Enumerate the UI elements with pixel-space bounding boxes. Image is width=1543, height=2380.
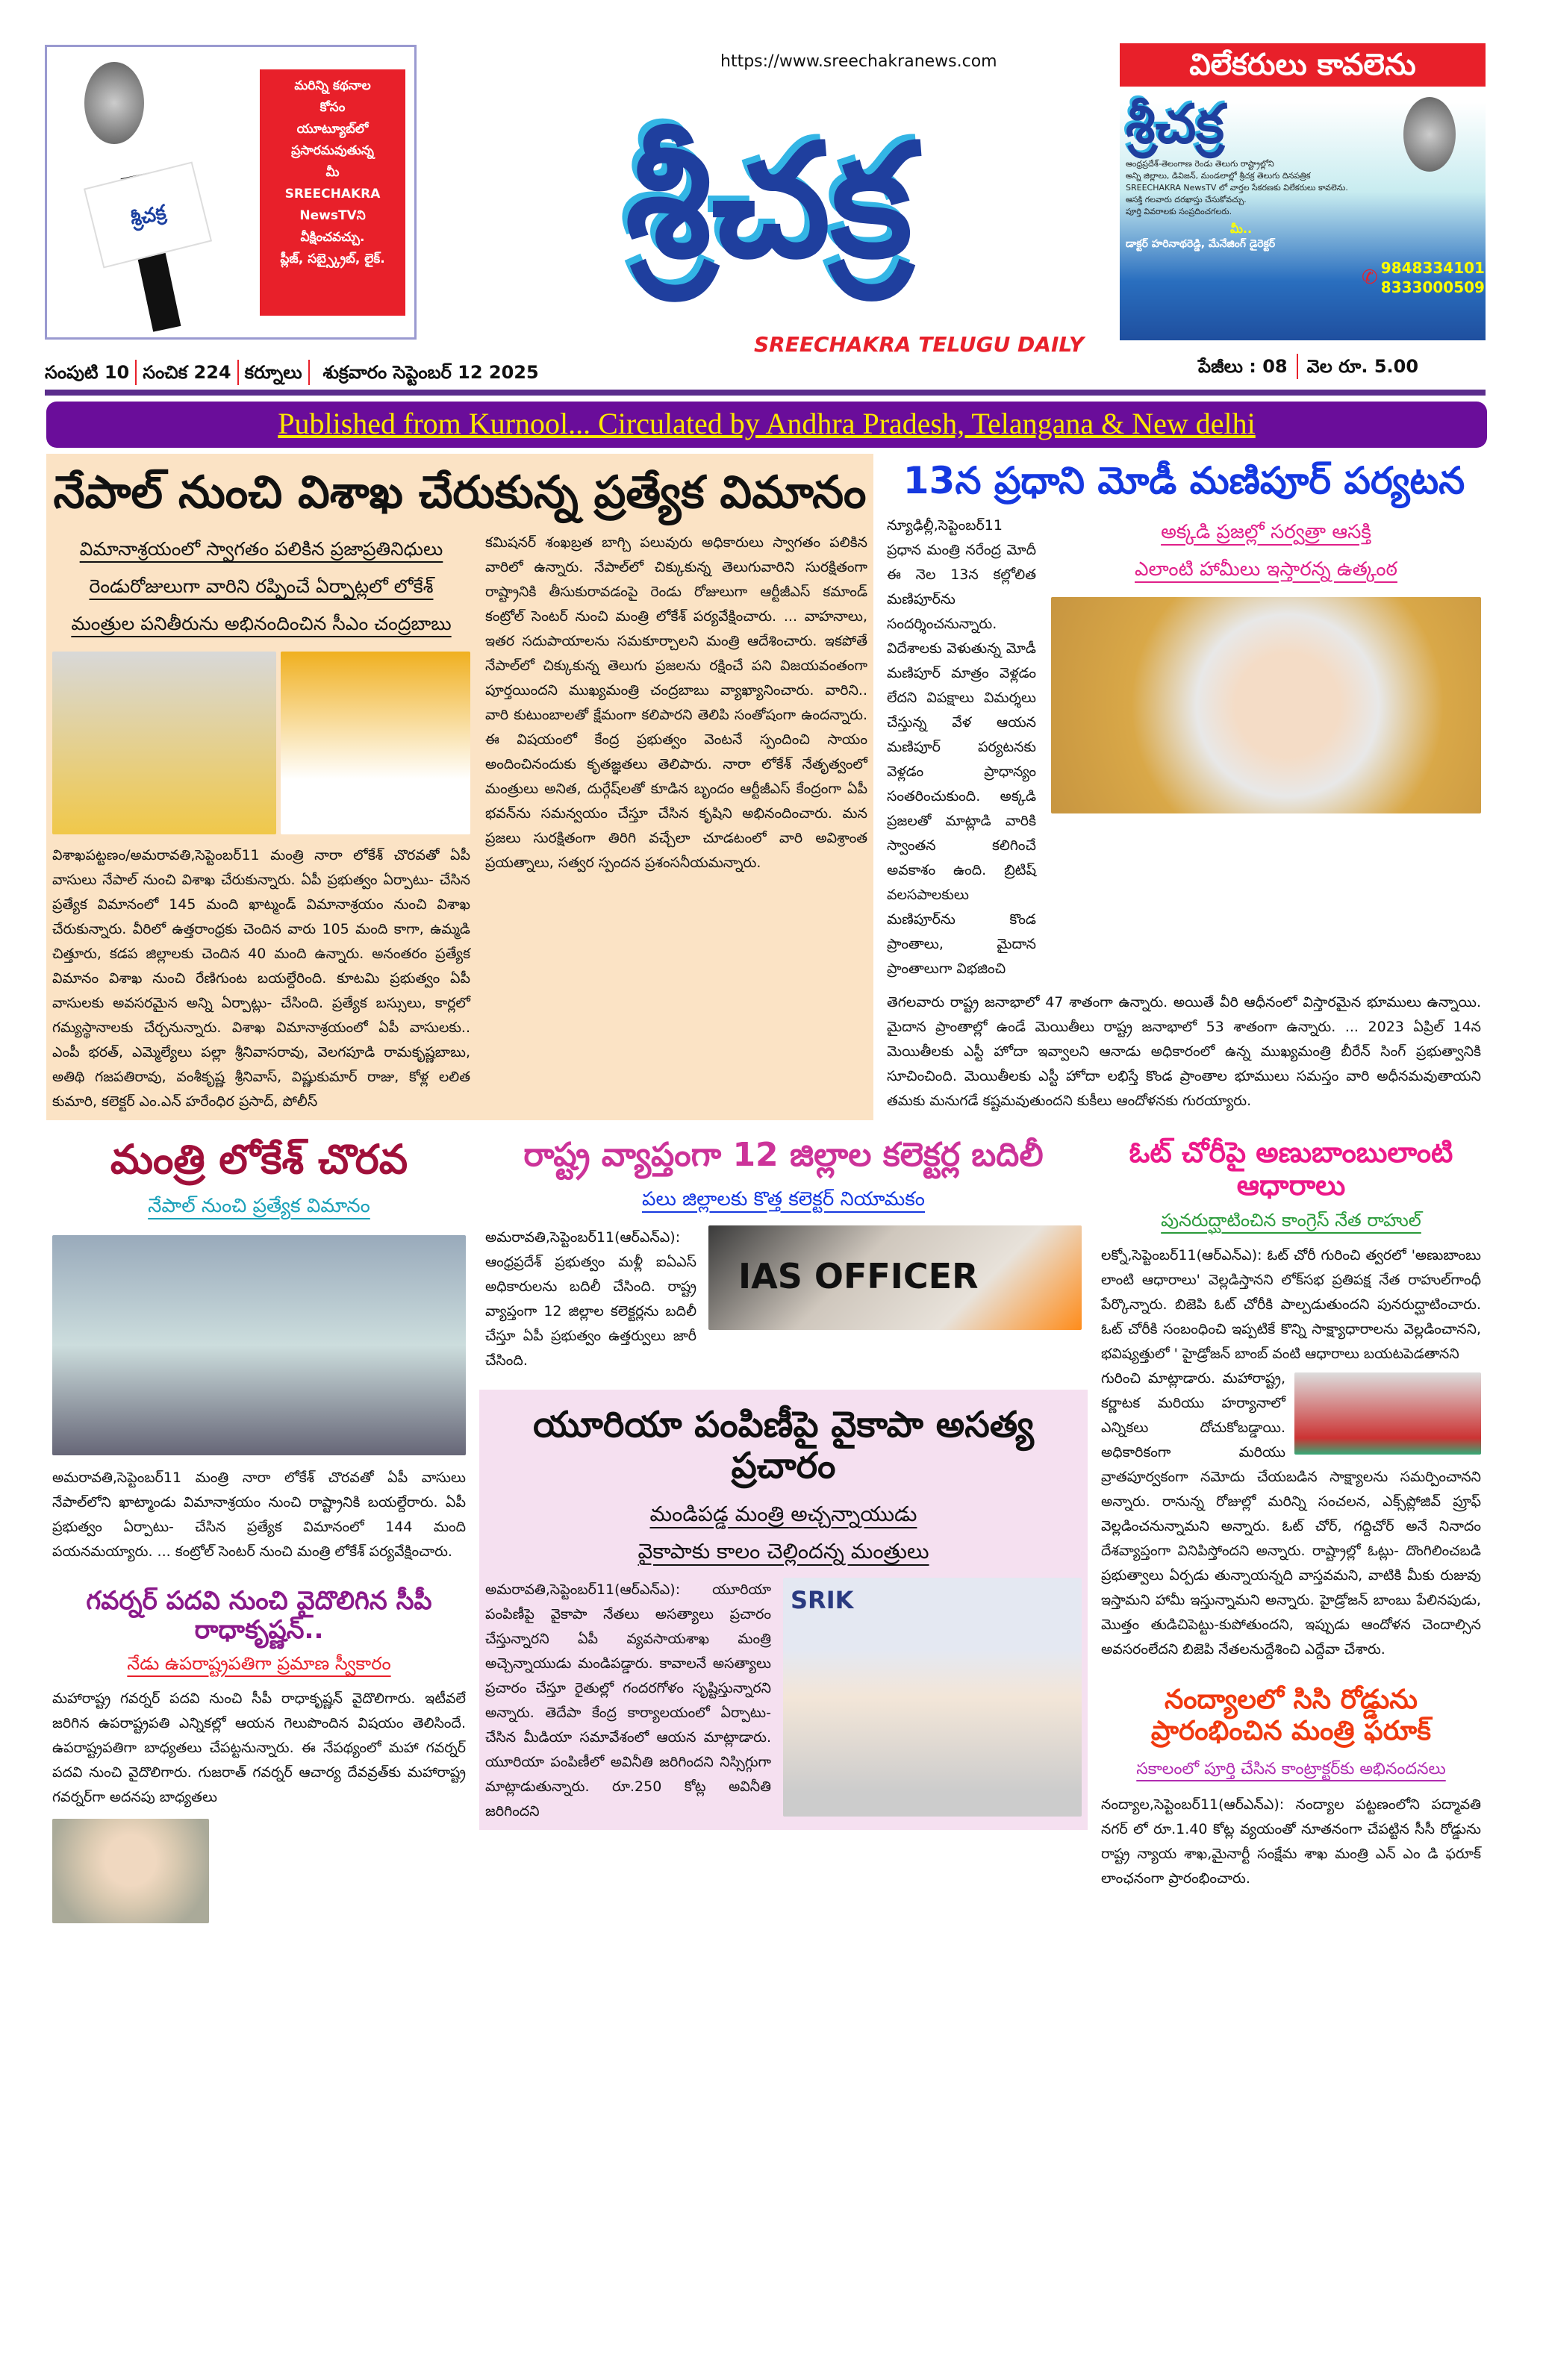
ad-line: SREECHAKRA NewsTV లో వార్తల సేకరణకు విలేకరులు కావలెను. [1126,183,1348,193]
page-info [1198,354,1418,379]
governor-story [46,1581,472,1929]
urea-subhead: మండిపడ్డ మంత్రి అచ్చన్నాయుడు [649,1501,917,1526]
ad-phone[interactable]: 8333000509 [1380,278,1485,296]
nandyal-story [1095,1678,1487,1897]
volume: సంపుటి 10 [45,362,130,383]
ad-line: మరిన్ని కథనాల [294,78,371,93]
governor-body: మహారాష్ట్ర గవర్నర్ పదవి నుంచి సీపీ రాధాకృష్ణన్ వైదొలిగారు. ఇటీవలే జరిగిన ఉపరాష్ట్రపతి ఎన్నికల్లో ఆయన గెలుపొందిన విషయం తెలిసిందే. ఉపరాష్ట్రపతిగా బాధ్యతలు చేపట్టనున్నారు. ఈ నేపథ్యంలో మహా గవర్నర్ పదవి నుంచి వైదొలిగారు. గుజరాత్ గవర్నర్ ఆచార్య దేవవ్రత్‌కు మహారాష్ట్ర గవర్నర్‌గా అదనపు బాధ్యతలు [52,1690,466,1806]
nandyal-headline: నంద్యాలలో సిసి రోడ్డును ప్రారంభించిన మంత్రి ఫరూక్ [1150,1684,1432,1746]
main-subhead: విమానాశ్రయంలో స్వాగతం పలికిన ప్రజాప్రతినిధులు [79,538,443,560]
vote-headline: ఓట్ చోరీపై అణుబాంబులాంటి ఆధారాలు [1129,1136,1453,1202]
right-ad[interactable] [1120,43,1486,340]
chandrababu-photo [52,652,276,834]
radhakrishnan-photo [52,1819,209,1923]
mic-flag: శ్రీచక్ర [84,161,212,268]
price: వెల రూ. 5.00 [1306,356,1419,377]
ad-contact-prefix: మీ.. [1230,222,1253,236]
vote-body-continued: గురించి మాట్లాడారు. మహారాష్ట్ర, కర్ణాటక మరియు హర్యానాలో ఎన్నికలు దోచుకోబడ్డాయి. అధికారికంగా మరియు వ్రాతపూర్వకంగా నమోదు చేయబడిన సాక్ష్యాలను సమర్పించానని అన్నారు. రానున్న రోజుల్లో మరిన్ని సంచలన, ఎక్స్‌ప్లోజివ్ ప్రూఫ్ వెల్లడించనున్నామని అన్నారు. ఓట్ చోర్, గద్దిచోర్ అనే నినాదం దేశవ్యాప్తంగా వినిపిస్తోందని అన్నారు. రాష్ట్రాల్లో ఓట్లు- దొంగిలించబడి ప్రభుత్వాలు ఏర్పడు తున్నాయన్నది వాస్తవమని, వాటికి మీకు రుజువు ఇస్తామని హామీ ఇస్తున్నామని అన్నారు. హైడ్రోజన్ బాంబు పేలినపుడు, మొత్తం తుడిచిపెట్టు-కుపోతుందని, ఇప్పుడు ఆందోళన చెందాల్సిన అవసరంలేదని బిజెపి నేతలనుద్దేశించి ఎద్దేవా చేశారు. [1101,1370,1481,1658]
site-url[interactable]: https://www.sreechakranews.com [720,52,997,71]
bottom-row [46,1131,1487,1929]
collectors-body: అమరావతి,సెప్టెంబర్11(ఆర్ఎన్ఎ): ఆంధ్రప్రదేశ్ ప్రభుత్వం మళ్లీ ఐఏఎస్ అధికారులను బదిలీ చేసింది. రాష్ట్ర వ్యాప్తంగా 12 జిల్లాల కలెక్టర్లను బదిలీ చేస్తూ ఏపీ ప్రభుత్వం ఉత్తర్వులు జారీ చేసింది. [485,1228,696,1369]
modi-body-side: న్యూఢిల్లీ,సెప్టెంబర్11 ప్రధాన మంత్రి నరేంద్ర మోదీ ఈ నెల 13న కల్లోలిత మణిపూర్‌ను సందర్శించనున్నారు. విదేశాలకు వెళుతున్న మోడీ మణిపూర్ మాత్రం వెళ్లడం లేదని విపక్షాలు విమర్శలు చేస్తున్న వేళ ఆయన మణిపూర్ పర్యటనకు వెళ్లడం ప్రాధాన్యం సంతరించుకుంది. అక్కడి ప్రజలతో మాట్లాడి వారికి స్వాంతన కలిగించే అవకాశం ఉంది. బ్రిటిష్ వలసపాలకులు మణిపూర్‌ను కొండ ప్రాంతాలు, మైదాన ప్రాంతాలుగా విభజించి [887,516,1036,977]
main-headline: నేపాల్ నుంచి విశాఖ చేరుకున్న ప్రత్యేక విమానం [53,466,867,519]
lokesh-headline: మంత్రి లోకేశ్ చొరవ [110,1136,408,1183]
page-count: పేజీలు : 08 [1198,356,1288,377]
ad-line: మీ [325,165,340,180]
ad-line: ఆంధ్రప్రదేశ్-తెలంగాణ రెండు తెలుగు రాష్ట్రాల్లోని [1126,159,1274,169]
modi-body-bottom: తెగలవారు రాష్ట్ర జనాభాలో 47 శాతంగా ఉన్నారు. అయితే వీరి ఆధీనంలో విస్తారమైన భూములు ఉన్నాయి. మైదాన ప్రాంతాల్లో ఉండే మెయితీలు రాష్ట్ర జనాభాలో 53 శాతంగా ఉన్నారు. ... 2023 ఏప్రిల్ 14న మెయితీలకు ఎస్టీ హోదా ఇవ్వాలని ఆనాడు అధికారంలో ఉన్న ముఖ్యమంత్రి బీరేన్ సింగ్ ప్రభుత్వానికి సూచించింది. మెయితీలకు ఎస్టీ హోదా లభిస్తే కొండ ప్రాంతాల భూములు సమస్తం వారి అధీనమవుతాయని తమకు మనుగడే కష్టమవుతుందని కుకీలు ఆందోళనకు గురయ్యారు. [887,993,1481,1109]
ad-line: NewsTVని [299,208,366,223]
publication-banner [46,402,1487,448]
modi-subhead: ఎలాంటి హామీలు ఇస్తారన్న ఉత్కంఠ [1135,557,1397,581]
main-body-left: విశాఖపట్టణం/అమరావతి,సెప్టెంబర్11 మంత్రి నారా లోకేశ్ చొరవతో ఏపీ వాసులు నేపాల్ నుంచి విశాఖ చేరుకున్నారు. ఏపీ ప్రభుత్వం ఏర్పాటు- చేసిన ప్రత్యేక విమానంలో 145 మంది ఖాట్మండ్ విమానాశ్రయం నుంచి విశాఖ చేరుకున్నారు. వీరిలో ఉత్తరాంధ్రకు చెందిన వారు 105 మంది కాగా, ఉమ్మడి చిత్తూరు, కడప జిల్లాలకు చెందిన 40 మంది ఉన్నారు. అనంతరం ప్రత్యేక విమానం విశాఖ నుంచి రేణిగుంట బయల్దేరింది. కూటమి ప్రభుత్వం ఏపీ వాసులకు అవసరమైన అన్ని ఏర్పాట్లు- చేసింది. ప్రత్యేక బస్సులు, కార్లలో గమ్యస్థానాలకు చేర్చనున్నారు. విశాఖ విమానాశ్రయంలో ఏపీ వాసులకు.. ఎంపీ భరత్, ఎమ్మెల్యేలు పల్లా శ్రీనివాసరావు, వెలగపూడి రామకృష్ణబాబు, అతిథి గజపతిరావు, వంశీకృష్ణ శ్రీనివాస్, విష్ణుకుమార్ రాజు, కోళ్ల లలిత కుమారి, కలెక్టర్ ఎం.ఎన్ హరేంధిర ప్రసాద్, పోలీస్ [52,847,470,1110]
urea-headline: యూరియా పంపిణీపై వైకాపా అసత్య ప్రచారం [533,1403,1034,1487]
modi-subhead: అక్కడి ప్రజల్లో సర్వత్రా ఆసక్తి [1161,520,1371,543]
main-subhead: రెండురోజులుగా వారిని రప్పించే ఏర్పాట్లలో లోకేశ్ [89,575,434,597]
date: శుక్రవారం సెప్టెంబర్ 12 2025 [322,362,539,383]
ad-line: ప్లీజ్, సబ్స్క్రైబ్, లైక్. [280,252,385,266]
nandyal-subhead: సకాలంలో పూర్తి చేసిన కాంట్రాక్టర్‌కు అభినందనలు [1136,1760,1446,1779]
modi-photo [1051,597,1481,813]
microphone-icon [1403,97,1456,172]
ad-line: ఆసక్తి గలవారు దరఖాస్తు చేసుకోవచ్చు. [1126,195,1247,204]
lokesh-subhead: నేపాల్ నుంచి ప్రత్యేక విమానం [148,1195,370,1218]
right-ad-logo: శ్రీచక్ర [1126,93,1224,155]
newspaper-logo: శ్రీచక్ర [625,110,913,293]
left-ad-red-box [260,69,405,316]
collectors-subhead: పలు జిల్లాలకు కొత్త కలెక్టర్ నియామకం [642,1187,925,1211]
right-ad-title: విలేకరులు కావలెను [1120,43,1486,87]
issue-info [45,360,739,385]
city: కర్నూలు [244,362,302,383]
left-ad[interactable] [45,45,417,340]
main-body-right: కమిషనర్ శంఖబ్రత బాగ్చి పలువురు అధికారులు స్వాగతం పలికిన వారిలో ఉన్నారు. నేపాల్‌లో చిక్కుకున్న తెలుగువారిని సురక్షితంగా రాష్ట్రానికి తీసుకురావడంపై రెండు రోజులుగా ఆర్టీజీఎస్ కమాండ్ కంట్రోల్ సెంటర్ నుంచి మంత్రి లోకేశ్ పర్యవేక్షించారు. ... వాహనాలు, ఇతర సదుపాయాలను సమకూర్చాలని మంత్రి ఆదేశించారు. ఇకపోతే నేపాల్‌లో చిక్కుకున్న తెలుగు ప్రజలను రక్షించే పని విజయవంతంగా పూర్తయిందని ముఖ్యమంత్రి చంద్రబాబు వ్యాఖ్యానించారు. వారిని.. వారి కుటుంబాలతో క్షేమంగా కలిపారని తెలిపి సంతోషంగా ఉందన్నారు. ఈ విషయంలో కేంద్ర ప్రభుత్వం వెంటనే స్పందించి సాయం అందించినందుకు కృతజ్ఞతలు తెలిపారు. నారా లోకేశ్ నేతృత్వంలో మంత్రులు అనిత, దుర్గేష్‌లతో కూడిన బృందం ఆర్టీజీఎస్ కేంద్రంగా ఏపీ భవన్‌ను సమన్వయం చేస్తూ చేసిన కృషిని అభినందించారు. మన ప్రజలు సురక్షితంగా తిరిగి వచ్చేలా చూడటంలో వారి అవిశ్రాంత ప్రయత్నాలు, సత్వర స్పందన ప్రశంసనీయమన్నారు. [485,534,867,871]
ad-line: SREECHAKRA [284,187,381,202]
nandyal-body: నంద్యాల,సెప్టెంబర్11(ఆర్ఎన్ఎ): నంద్యాల పట్టణంలోని పద్మావతి నగర్ లో రూ.1.40 కోట్ల వ్యయంతో నూతనంగా చేపట్టిన సీసీ రోడ్డును రాష్ట్ర న్యాయ శాఖ,మైనార్టీ సంక్షేమ శాఖ మంత్రి ఎన్ ఎం డి ఫరూక్ లాంఛనంగా ప్రారంభించారు. [1101,1796,1481,1887]
lokesh-meeting-photo [52,1235,466,1455]
main-story [46,454,873,1120]
acchennaidu-photo [783,1578,1082,1817]
urea-body: అమరావతి,సెప్టెంబర్11(ఆర్ఎన్ఎ): యూరియా పంపిణీపై వైకాపా నేతలు అసత్యాలు ప్రచారం చేస్తున్నారని ఏపీ వ్యవసాయశాఖ మంత్రి అచ్చెన్నాయుడు మండిపడ్డారు. కావాలనే అసత్యాలు ప్రచారం చేస్తూ రైతుల్లో గందరగోళం సృష్టిస్తున్నారని అన్నారు. తెదేపా కేంద్ర కార్యాలయంలో ఏర్పాటు- చేసిన మీడియా సమావేశంలో ఆయన మాట్లాడారు. యూరియా పంపిణీలో అవినీతి జరిగిందని నిస్సిగ్గుగా మాట్లాడుతున్నారు. రూ.250 కోట్ల అవినీతి జరిగిందని [485,1581,771,1820]
right-ad-text [1126,158,1353,218]
collectors-headline: రాష్ట్ర వ్యాప్తంగా 12 జిల్లాల కలెక్టర్ల బదిలీ [523,1136,1044,1174]
vote-body: లక్నో,సెప్టెంబర్11(ఆర్ఎన్ఎ): ఓట్ చోరీ గురించి త్వరలో 'అణుబాంబు లాంటి ఆధారాలు' వెల్లడిస్తానని లోక్‌సభ ప్రతిపక్ష నేత రాహుల్‌గాంధీ పేర్కొన్నారు. బిజెపి ఓట్ చోరీకి పాల్పడుతుందని పునరుద్ఘాటించారు. ఓట్ చోరీకి సంబంధించి ఇప్పటికే కొన్ని సాక్ష్యాధారాలను వెల్లడించానని, భవిష్యత్తులో ' హైడ్రోజన్ బాంబ్ వంటి ఆధారాలు బయటపెడతానని [1101,1247,1481,1363]
ad-line: వీక్షించవచ్చు. [300,230,365,245]
photo-caption: SRIK [791,1585,854,1614]
vote-chori-story [1095,1131,1487,1668]
rahul-event-photo [1294,1372,1481,1455]
urea-subhead: వైకాపాకు కాలం చెల్లిందన్న మంత్రులు [638,1538,929,1564]
ad-phone[interactable]: 9848334101 [1380,259,1485,277]
top-row [46,454,1487,1120]
lokesh-body: అమరావతి,సెప్టెంబర్11 మంత్రి నారా లోకేశ్ చొరవతో ఏపీ వాసులు నేపాల్‌లోని ఖాట్మాండు విమానాశ్రయం నుంచి రాష్ట్రానికి బయల్దేరారు. ఏపీ ప్రభుత్వం ఏర్పాటు- చేసిన ప్రత్యేక విమానంలో 144 మంది పయనమయ్యారు. ... కంట్రోల్ సెంటర్ నుంచి మంత్రి లోకేశ్ పర్యవేక్షించారు. [52,1469,466,1561]
ad-line: యూట్యూబ్‌లో [296,122,369,137]
modi-story [881,454,1487,1119]
ad-contact-name: డాక్టర్ హరినాథరెడ్డి, మేనేజింగ్ డైరెక్టర్ [1126,238,1276,250]
tagline: SREECHAKRA TELUGU DAILY [754,332,1085,357]
urea-story [479,1390,1088,1830]
banner-text: Published from Kurnool... Circulated by Andhra Pradesh, Telangana & New delhi [278,407,1256,440]
governor-headline: గవర్నర్ పదవి నుంచి వైదొలిగిన సీపీ రాధాకృష్ణన్.. [86,1586,432,1646]
divider [45,390,1486,396]
content-area [46,454,1487,1944]
ad-line: పూర్తి వివరాలకు సంప్రదించగలరు. [1126,207,1232,216]
ias-officer-photo [708,1225,1082,1330]
lokesh-story [46,1131,472,1570]
photo-caption: IAS OFFICER [738,1255,979,1296]
ad-line: కోసం [319,100,346,115]
main-subhead: మంత్రుల పనితీరును అభినందించిన సీఎం చంద్రబాబు [71,613,452,634]
vote-subhead: పునరుద్ఘాటించిన కాంగ్రెస్ నేత రాహుల్ [1161,1210,1421,1231]
ad-line: ప్రసారమవుతున్న [291,143,374,158]
collectors-story [479,1131,1088,1379]
ad-line: అన్ని జిల్లాలు, డివిజన్, మండలాల్లో శ్రీచక్ర తెలుగు దినపత్రిక [1126,171,1311,181]
governor-subhead: నేడు ఉపరాష్ట్రపతిగా ప్రమాణ స్వీకారం [127,1653,391,1675]
lokesh-photo [281,652,470,834]
microphone-icon [84,62,144,144]
issue-number: సంచిక 224 [143,362,231,383]
phone-icon: ✆ [1362,266,1378,289]
modi-headline: 13న ప్రధాని మోడీ మణిపూర్ పర్యటన [903,459,1465,502]
